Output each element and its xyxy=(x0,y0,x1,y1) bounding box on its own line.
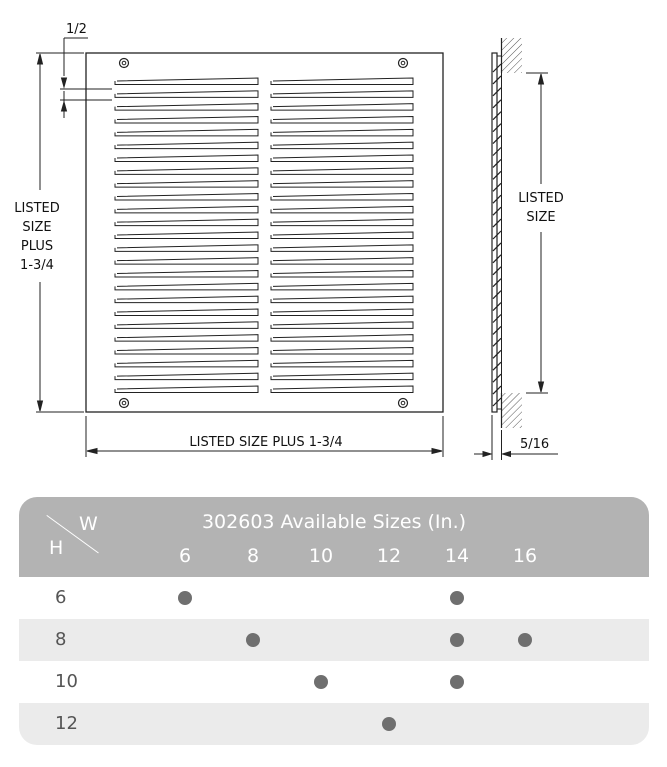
availability-dot xyxy=(246,633,260,647)
top-offset-label: 1/2 xyxy=(66,22,87,37)
availability-dot xyxy=(314,675,328,689)
svg-text:LISTED: LISTED xyxy=(518,191,564,206)
width-column-header: 10 xyxy=(308,545,334,567)
availability-dot xyxy=(450,591,464,605)
svg-text:SIZE: SIZE xyxy=(526,210,556,225)
side-size-dimension xyxy=(526,73,548,393)
svg-text:SIZE: SIZE xyxy=(22,220,52,235)
table-row xyxy=(19,619,649,661)
available-sizes-table xyxy=(19,497,649,745)
height-row-label: 8 xyxy=(55,629,67,650)
svg-text:LISTED: LISTED xyxy=(14,201,60,216)
availability-dot xyxy=(178,591,192,605)
width-column-header: 16 xyxy=(512,545,538,567)
table-row xyxy=(19,703,649,745)
width-dimension-label: LISTED SIZE PLUS 1-3/4 xyxy=(189,435,343,450)
table-header xyxy=(19,497,649,577)
availability-dot xyxy=(382,717,396,731)
corner-header xyxy=(41,509,111,569)
svg-text:PLUS: PLUS xyxy=(20,239,54,254)
availability-dot xyxy=(450,633,464,647)
height-row-label: 6 xyxy=(55,587,67,608)
table-row xyxy=(19,661,649,703)
grille-side-view xyxy=(492,38,522,428)
width-column-header: 8 xyxy=(246,545,260,567)
availability-dot xyxy=(518,633,532,647)
width-column-header: 14 xyxy=(444,545,470,567)
height-row-label: 10 xyxy=(55,671,78,692)
depth-dimension-label: 5/16 xyxy=(520,437,550,452)
corner-h-label: H xyxy=(49,537,64,559)
width-column-header: 6 xyxy=(178,545,192,567)
wall-hatch-bottom xyxy=(502,393,522,428)
wall-hatch-top xyxy=(502,38,522,73)
width-column-header: 12 xyxy=(376,545,402,567)
table-row xyxy=(19,577,649,619)
svg-text:1-3/4: 1-3/4 xyxy=(20,258,54,273)
height-dimension-label xyxy=(14,201,60,273)
corner-w-label: W xyxy=(79,513,98,535)
side-size-label xyxy=(518,191,564,225)
height-row-label: 12 xyxy=(55,713,78,734)
table-title: 302603 Available Sizes (In.) xyxy=(201,511,467,533)
availability-dot xyxy=(450,675,464,689)
